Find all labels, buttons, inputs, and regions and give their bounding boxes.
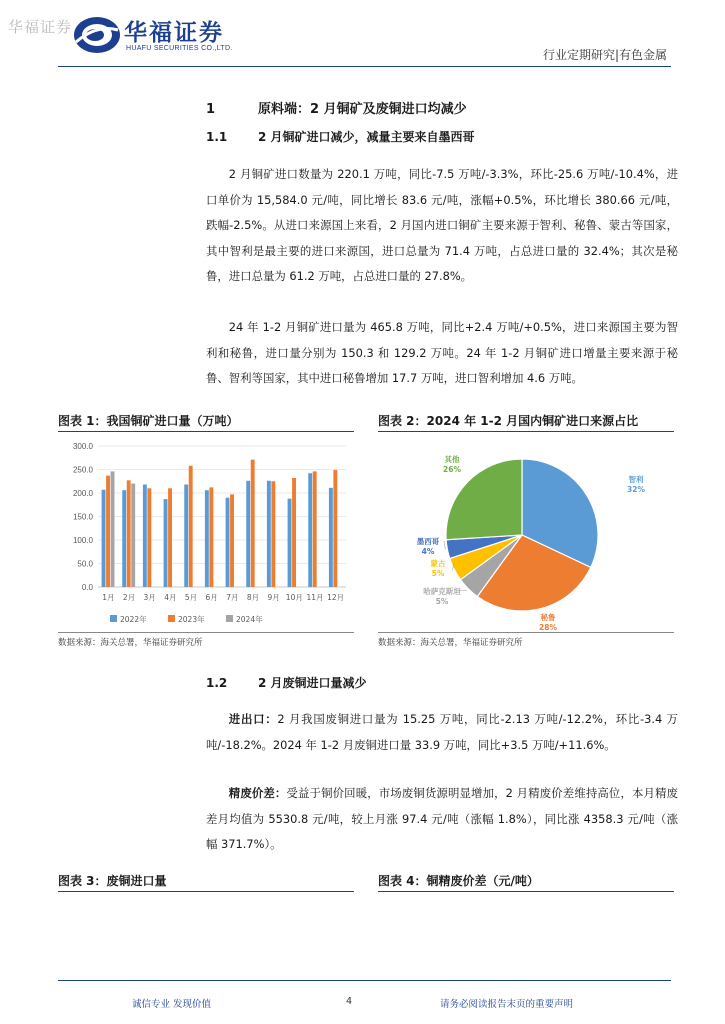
report-category: 行业定期研究|有色金属 <box>542 48 667 62</box>
pie-label-pct: 32% <box>627 485 645 494</box>
bar-2022年-4月 <box>164 499 168 587</box>
bar-2022年-11月 <box>308 473 312 587</box>
pie-label-name: 蒙古 <box>430 559 446 568</box>
paragraph-copper-ore-feb: 2 月铜矿进口数量为 220.1 万吨，同比-7.5 万吨/-3.3%，环比-25.6 万吨/-10.4%，进口单价为 15,584.0 元/吨，同比增长 83.6 元/吨，涨幅+0.5%，环比增长 380.66 元/吨，跌幅-2.5%。从进口来源国上来看，2 月国内进口铜矿主要来源于智利、秘鲁、蒙古等国家，其中智利是最主要的进口来源国，进口总量为 71.4 万吨，占总进口量的 32.4%；其次是秘鲁，进口总量为 61.2 万吨，占总进口量的 27.8%。 <box>206 167 678 283</box>
subsection-title: 2 月铜矿进口减少，减量主要来自墨西哥 <box>258 130 475 144</box>
x-tick-label: 6月 <box>205 593 218 602</box>
logo-emblem-icon <box>72 12 122 58</box>
pie-leader-line <box>444 541 445 550</box>
pie-label-pct: 5% <box>435 597 449 606</box>
bar-2023年-12月 <box>333 470 337 587</box>
bar-2022年-1月 <box>102 490 106 587</box>
page-number: 4 <box>346 996 353 1007</box>
paragraph-refined-scrap-spread: 精废价差：受益于铜价回暖，市场废铜货源明显增加，2 月精废价差维持高位，本月精废差月均值为 5530.8 元/吨，较上月涨 97.4 元/吨（涨幅 1.8%），同比涨 4358.3 元/吨（涨幅 371.7%）。 <box>206 786 678 851</box>
footer-disclaimer: 请务必阅读报告末页的重要声明 <box>440 999 574 1010</box>
bar-2023年-11月 <box>313 471 317 587</box>
pie-label-name: 哈萨克斯坦 <box>423 587 461 596</box>
bar-2023年-10月 <box>292 478 296 587</box>
figure-1-bottom-rule <box>58 632 354 633</box>
pie-label-pct: 26% <box>443 465 461 474</box>
figure-3-title: 图表 3：废铜进口量 <box>58 874 167 888</box>
figure-4-title: 图表 4：铜精废价差（元/吨） <box>378 874 539 888</box>
x-tick-label: 1月 <box>102 593 115 602</box>
footer-slogan: 诚信专业 发现价值 <box>132 999 212 1010</box>
x-tick-label: 5月 <box>184 593 198 602</box>
copper-ore-source-pie-chart <box>378 434 674 630</box>
y-tick-label: 250.0 <box>72 465 93 475</box>
bar-2022年-12月 <box>329 488 333 587</box>
y-tick-label: 50.0 <box>77 559 93 569</box>
legend-swatch <box>168 615 175 622</box>
footer-divider <box>58 980 671 981</box>
figure-1-top-rule <box>58 431 354 432</box>
legend-label: 2023年 <box>178 615 205 624</box>
bar-2023年-3月 <box>147 488 151 587</box>
bar-2024年-1月 <box>111 471 115 587</box>
copper-ore-import-bar-chart <box>58 434 354 630</box>
figure-2-top-rule <box>378 431 674 432</box>
y-tick-label: 150.0 <box>72 512 93 522</box>
paragraph-label: 精废价差： <box>228 786 287 800</box>
bar-2023年-2月 <box>127 480 131 587</box>
subsection-title: 2 月废铜进口量减少 <box>258 676 367 690</box>
figure-4-top-rule <box>378 891 674 892</box>
pie-label-name: 秘鲁 <box>540 613 556 622</box>
pie-label-name: 其他 <box>444 455 460 464</box>
figure-2-source: 数据来源：海关总署，华福证券研究所 <box>378 638 523 648</box>
bar-2023年-6月 <box>209 487 213 587</box>
bar-2023年-9月 <box>271 481 275 587</box>
y-tick-label: 100.0 <box>72 536 93 545</box>
x-tick-label: 2月 <box>122 593 136 602</box>
x-tick-label: 11月 <box>306 593 324 602</box>
figure-2-title: 图表 2：2024 年 1-2 月国内铜矿进口来源占比 <box>378 414 639 428</box>
section-number: 1 <box>206 102 216 117</box>
bar-2022年-9月 <box>267 481 271 587</box>
subsection-heading-1-2 <box>206 674 367 691</box>
watermark-text: 华福证券 <box>8 18 73 36</box>
logo-english-name: HUAFU SECURITIES CO.,LTD. <box>126 45 233 52</box>
bar-2023年-8月 <box>251 460 255 587</box>
bar-2022年-5月 <box>184 485 188 587</box>
x-tick-label: 9月 <box>267 593 280 602</box>
company-logo <box>72 12 242 58</box>
bar-2023年-1月 <box>106 476 110 587</box>
bar-2024年-2月 <box>131 484 135 587</box>
legend-label: 2022年 <box>120 615 147 624</box>
pie-label-name: 智利 <box>628 475 644 484</box>
paragraph-scrap-copper-trade: 进出口：2 月我国废铜进口量为 15.25 万吨，同比-2.13 万吨/-12.2%，环比-3.4 万吨/-18.2%。2024 年 1-2 月废铜进口量 33.9 万吨，同比+3.5 万吨/+11.6%。 <box>206 712 678 752</box>
paragraph-label: 进出口： <box>228 712 278 726</box>
legend-label: 2024年 <box>236 615 263 624</box>
bar-2022年-7月 <box>226 498 230 587</box>
subsection-number: 1.1 <box>206 130 228 144</box>
x-tick-label: 10月 <box>285 593 303 602</box>
pie-label-pct: 28% <box>539 623 557 630</box>
y-tick-label: 0.0 <box>81 583 93 592</box>
x-tick-label: 7月 <box>226 593 239 602</box>
pie-label-pct: 4% <box>421 547 435 556</box>
bar-2022年-8月 <box>246 481 250 587</box>
legend-swatch <box>110 615 117 622</box>
pie-label-name: 墨西哥 <box>416 537 440 546</box>
y-tick-label: 200.0 <box>72 489 93 498</box>
figure-1-title: 图表 1：我国铜矿进口量（万吨） <box>58 414 239 428</box>
bar-2023年-7月 <box>230 494 234 587</box>
y-tick-label: 300.0 <box>72 442 93 451</box>
paragraph-copper-ore-jan-feb: 24 年 1-2 月铜矿进口量为 465.8 万吨，同比+2.4 万吨/+0.5%，进口来源国主要为智利和秘鲁，进口量分别为 150.3 和 129.2 万吨。24 年 1-2 月铜矿进口增量主要来源于秘鲁、智利等国家，其中进口秘鲁增加 17.7 万吨，进口智利增加 4.6 万吨。 <box>206 320 678 385</box>
figure-1-source: 数据来源：海关总署，华福证券研究所 <box>58 638 203 648</box>
bar-2022年-10月 <box>288 499 292 587</box>
section-heading-1 <box>206 98 467 117</box>
subsection-number: 1.2 <box>206 676 228 690</box>
logo-chinese-name: 华福证券 <box>124 19 224 46</box>
bar-2023年-4月 <box>168 488 172 587</box>
x-tick-label: 12月 <box>327 593 345 602</box>
x-tick-label: 4月 <box>164 593 177 602</box>
header-divider <box>58 66 671 67</box>
legend-swatch <box>226 615 233 622</box>
figure-3-top-rule <box>58 891 354 892</box>
figure-2-bottom-rule <box>378 632 674 633</box>
bar-2023年-5月 <box>189 466 193 587</box>
subsection-heading-1-1 <box>206 128 475 145</box>
bar-2022年-6月 <box>205 490 209 587</box>
x-tick-label: 8月 <box>246 593 260 602</box>
bar-2022年-2月 <box>122 490 126 587</box>
pie-label-pct: 5% <box>431 569 445 578</box>
bar-2022年-3月 <box>143 485 147 587</box>
section-title: 原料端：2 月铜矿及废铜进口均减少 <box>258 102 467 117</box>
x-tick-label: 3月 <box>143 593 156 602</box>
